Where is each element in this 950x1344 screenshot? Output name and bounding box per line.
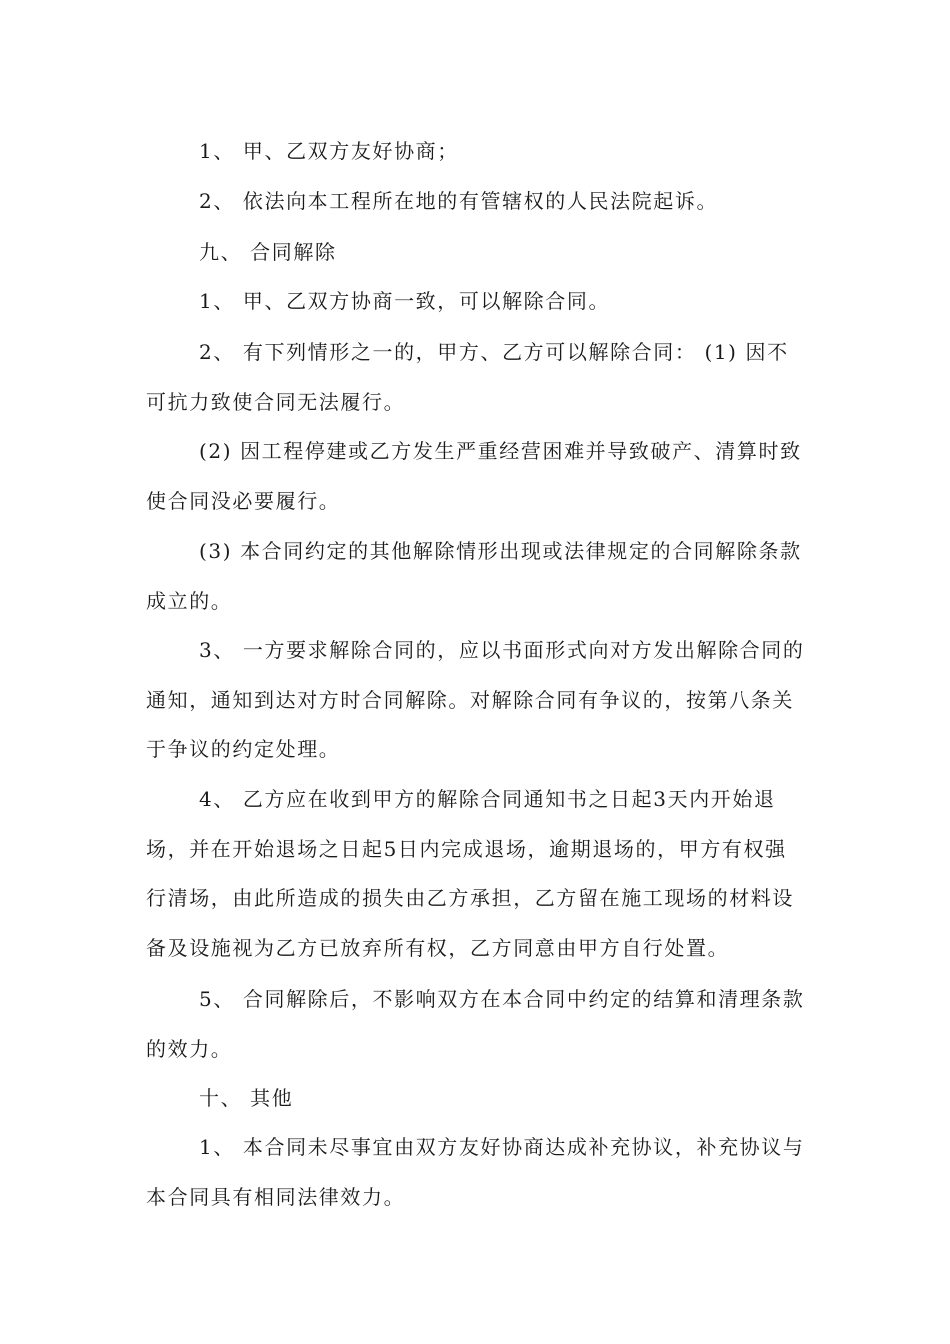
clause-9-item-2-sub-3: (3) 本合同约定的其他解除情形出现或法律规定的合同解除条款成立的。 — [146, 539, 802, 613]
clause-9-item-4: 4、 乙方应在收到甲方的解除合同通知书之日起3天内开始退场，并在开始退场之日起5日内完成退场，逾期退场的，甲方有权强行清场，由此所造成的损失由乙方承担，乙方留在施工现场的材料设备及设施视为乙方已放弃所有权，乙方同意由甲方自行处置。 — [146, 787, 794, 960]
clause-9-item-2: 2、 有下列情形之一的，甲方、乙方可以解除合同： (1) 因不可抗力致使合同无法履行。 — [146, 340, 789, 414]
clause-9-item-3: 3、 一方要求解除合同的，应以书面形式向对方发出解除合同的通知，通知到达对方时合同解除。对解除合同有争议的，按第八条关于争议的约定处理。 — [146, 638, 805, 761]
clause-9-item-2-sub-2: (2) 因工程停建或乙方发生严重经营困难并导致破产、清算时致使合同没必要履行。 — [146, 439, 802, 513]
clause-9-item-1: 1、 甲、乙双方协商一致，可以解除合同。 — [199, 289, 611, 313]
section-heading-9: 九、 合同解除 — [199, 240, 337, 264]
section-heading-10: 十、 其他 — [199, 1086, 294, 1110]
clause-8-item-1: 1、 甲、乙双方友好协商； — [199, 139, 459, 163]
clause-8-item-2: 2、 依法向本工程所在地的有管辖权的人民法院起诉。 — [199, 189, 719, 213]
clause-10-item-1: 1、 本合同未尽事宜由双方友好协商达成补充协议，补充协议与本合同具有相同法律效力。 — [146, 1135, 805, 1209]
clause-9-item-5: 5、 合同解除后，不影响双方在本合同中约定的结算和清理条款的效力。 — [146, 987, 805, 1061]
